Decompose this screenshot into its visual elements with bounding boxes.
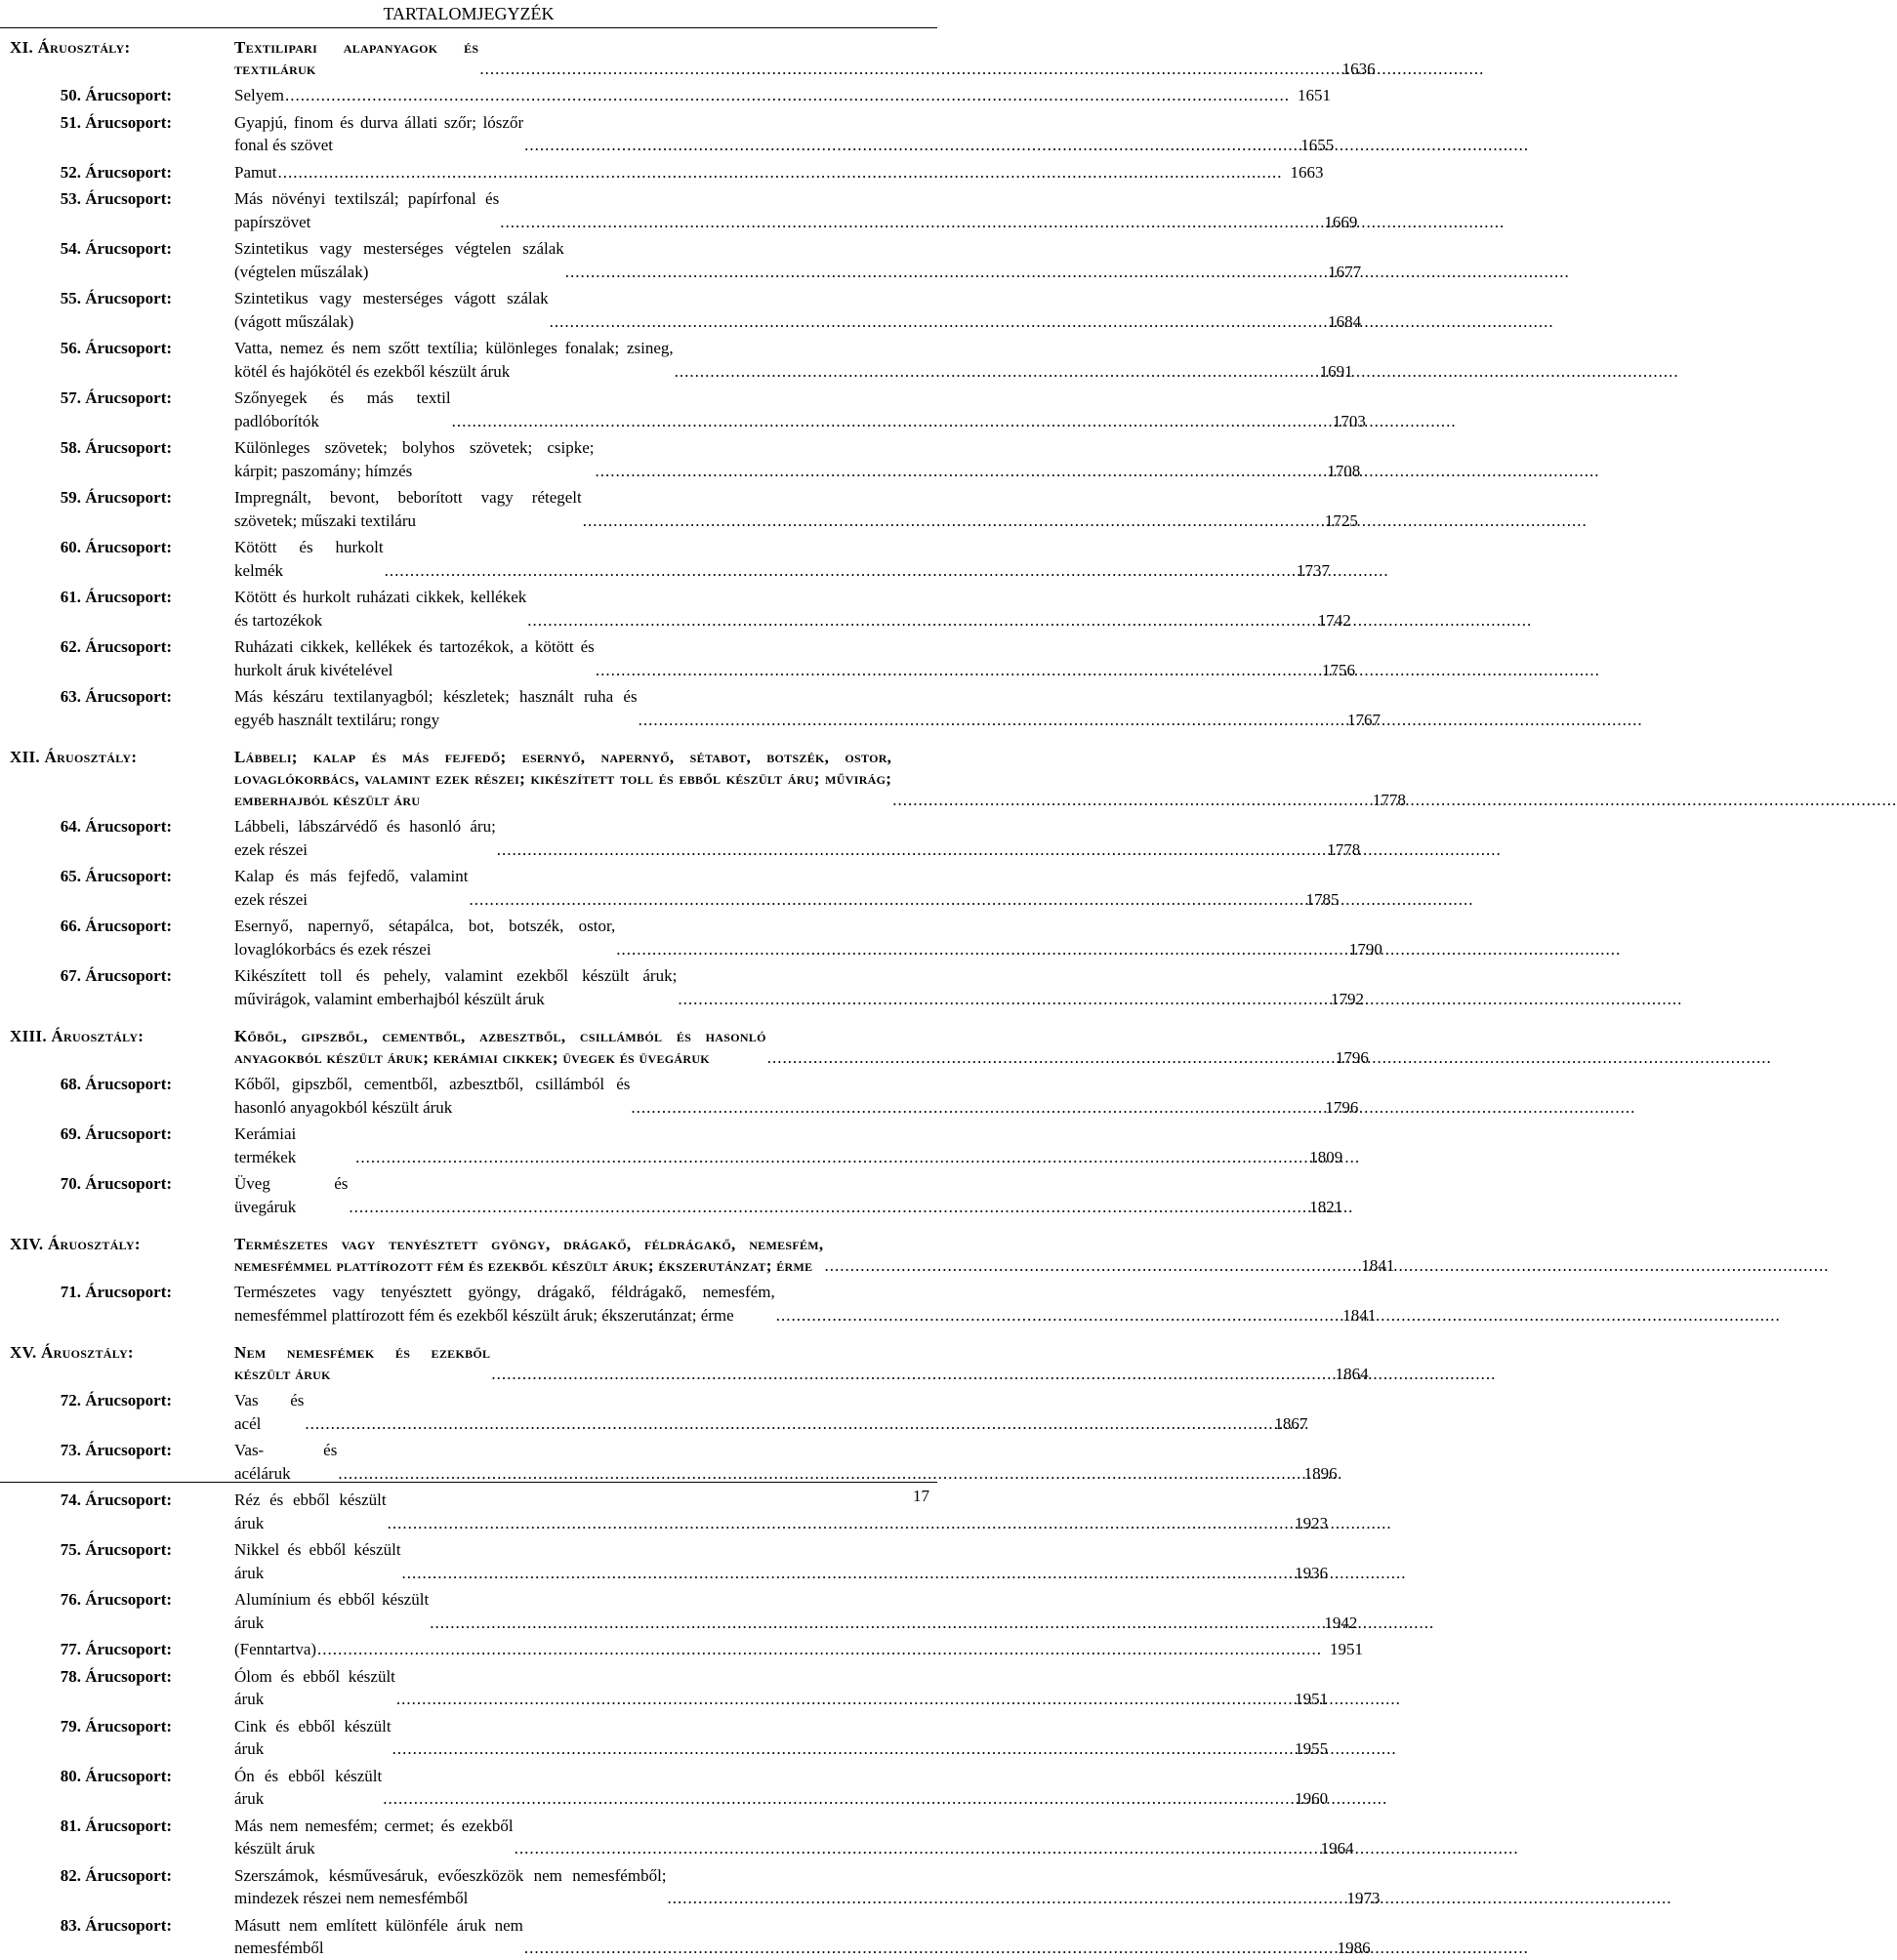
label-text: Árucsoport: (85, 1174, 173, 1193)
page-ref: 1841 (1361, 1256, 1395, 1275)
entry-title: Kikészített toll és pehely, valamint ezekből készült áruk; művirágok, valamint emberhajból készült áruk (234, 966, 678, 1008)
group-label (10, 1588, 234, 1612)
toc-group-entry[interactable] (10, 1489, 1329, 1534)
page-ref: 1684 (1328, 311, 1362, 331)
group-label (10, 1538, 234, 1562)
page-ref: 1655 (1300, 136, 1335, 154)
page-title: TARTALOMJEGYZÉK (0, 3, 937, 28)
group-label (10, 1914, 234, 1938)
label-text: XI. Áruosztály: (10, 38, 131, 57)
label-text: Árucsoport: (85, 1865, 173, 1885)
group-number: 61. (60, 588, 81, 606)
toc-class-entry[interactable] (10, 1342, 1369, 1385)
group-number: 82. (60, 1865, 81, 1885)
page-ref: 1756 (1322, 660, 1355, 679)
page-ref: 1663 (1290, 162, 1324, 182)
toc-group-entry[interactable] (10, 237, 1362, 283)
label-text: Árucsoport: (85, 289, 173, 307)
label-text: Árucsoport: (85, 1540, 173, 1559)
toc-group-entry[interactable] (10, 635, 1355, 681)
page-ref: 1923 (1295, 1513, 1329, 1532)
page-ref: 1725 (1324, 510, 1358, 530)
dot-leader (616, 938, 1341, 961)
dot-leader (392, 1737, 1288, 1761)
entry-title: Vatta, nemez és nem szőtt textília; különleges fonalak; zsineg, kötél és hajókötél és ezekből készült áruk (234, 339, 674, 381)
entry-title: Vas és acél (234, 1391, 305, 1433)
label-text: Árucsoport: (85, 687, 173, 706)
label-text: Árucsoport: (85, 1766, 173, 1785)
group-label (10, 1172, 234, 1196)
toc-group-entry[interactable] (10, 1638, 1364, 1661)
label-text: XIV. Áruosztály: (10, 1235, 141, 1253)
dot-leader (550, 310, 1321, 334)
entry-title: Különleges szövetek; bolyhos szövetek; csipke; kárpit; paszomány; hímzés (234, 438, 595, 480)
entry-title: Nikkel és ebből készült áruk (234, 1540, 401, 1582)
page-ref: 1703 (1332, 411, 1366, 430)
entry-title: Kerámiai termékek (234, 1124, 297, 1166)
group-number: 76. (60, 1590, 81, 1609)
page-ref: 1964 (1320, 1839, 1354, 1858)
group-label (10, 111, 234, 135)
page-ref: 1785 (1305, 889, 1340, 909)
dot-leader (527, 609, 1309, 633)
toc-group-entry[interactable] (10, 1172, 1343, 1218)
dot-leader (385, 559, 1289, 583)
group-number: 56. (60, 339, 81, 357)
label-text: Árucsoport: (85, 1915, 173, 1935)
dot-leader (524, 1937, 1330, 1960)
dot-leader (668, 1887, 1340, 1910)
group-number: 77. (60, 1640, 81, 1658)
label-text: Árucsoport: (85, 1075, 173, 1093)
label-text: Árucsoport: (85, 917, 173, 935)
group-label (10, 1765, 234, 1788)
label-text: Árucsoport: (85, 867, 173, 885)
toc-group-entry[interactable] (10, 1588, 1358, 1634)
dot-leader (305, 1412, 1266, 1436)
label-text: Árucsoport: (85, 86, 173, 104)
entry-title: Üveg és üvegáruk (234, 1174, 349, 1216)
group-number: 81. (60, 1816, 81, 1835)
dot-leader (470, 888, 1299, 912)
group-label (10, 1389, 234, 1412)
page-ref: 1973 (1346, 1889, 1381, 1907)
label-text: Árucsoport: (85, 339, 173, 357)
entry-title: Másutt nem említett különféle áruk nem nemesfémből (234, 1915, 523, 1957)
entry-title: Ón és ebből készült áruk (234, 1766, 383, 1808)
toc-group-entry[interactable] (10, 84, 1331, 107)
toc-group-entry[interactable] (10, 1281, 1377, 1327)
group-number: 51. (60, 112, 81, 132)
entry-title: Más készáru textilanyagból; készletek; használt ruha és egyéb használt textiláru; rongy (234, 687, 638, 729)
page-ref: 1951 (1330, 1640, 1364, 1658)
group-label (10, 1864, 234, 1888)
entry-title: Lábbeli; kalap és más fejfedő; esernyő, napernyő, sétabot, botszék, ostor, lovaglókorbács, valamint ezek részei; kikészített toll és ebből készült áru; művirág; emberhajból készült áru (234, 748, 892, 809)
page-ref: 1821 (1309, 1197, 1343, 1216)
page-ref: 1951 (1295, 1690, 1329, 1708)
dot-leader (491, 1364, 1327, 1385)
page-ref: 1796 (1335, 1048, 1369, 1067)
group-label (10, 287, 234, 310)
label-text: XV. Áruosztály: (10, 1343, 134, 1362)
page-ref: 1636 (1341, 60, 1376, 78)
entry-title: Impregnált, bevont, beborított vagy rétegelt szövetek; műszaki textiláru (234, 488, 582, 530)
group-number: 54. (60, 239, 81, 258)
dot-leader (500, 211, 1316, 234)
toc-group-entry[interactable] (10, 436, 1361, 482)
group-label (10, 1489, 234, 1512)
toc-group-entry[interactable] (10, 1439, 1338, 1485)
toc-group-entry[interactable] (10, 387, 1366, 432)
entry-title: Cink és ebből készült áruk (234, 1716, 392, 1758)
entry-title: Kalap és más fejfedő, valamint ezek részei (234, 867, 469, 909)
group-number: 59. (60, 488, 81, 507)
page-ref: 1790 (1348, 939, 1382, 959)
group-label (10, 486, 234, 510)
group-label (10, 1665, 234, 1689)
toc-group-entry[interactable] (10, 187, 1358, 233)
entry-title: Más növényi textilszál; papírfonal és papírszövet (234, 189, 500, 231)
table-of-contents (10, 37, 1406, 1960)
dot-leader (383, 1787, 1287, 1811)
entry-title: Természetes vagy tenyésztett gyöngy, drágakő, féldrágakő, nemesfém, nemesfémmel plattírozott fém és ezekből készült áruk; ékszerutánzat; érme (234, 1235, 824, 1275)
dot-leader (355, 1146, 1301, 1169)
group-number: 80. (60, 1766, 81, 1785)
entry-title: Nem nemesfémek és ezekből készült áruk (234, 1343, 491, 1383)
toc-group-entry[interactable] (10, 536, 1331, 582)
group-label (10, 865, 234, 888)
label-text: Árucsoport: (85, 1391, 173, 1409)
entry-title: Kőből, gipszből, cementből, azbesztből, csillámból és hasonló anyagokból készült áruk (234, 1075, 631, 1117)
dot-leader (388, 1512, 1288, 1535)
toc-group-entry[interactable] (10, 111, 1335, 157)
group-number: 70. (60, 1174, 81, 1193)
entry-title: Réz és ebből készült áruk (234, 1490, 387, 1532)
group-label (10, 1638, 234, 1661)
dot-leader (349, 1196, 1301, 1219)
toc-class-entry[interactable] (10, 37, 1376, 80)
label-text: XII. Áruosztály: (10, 748, 138, 766)
entry-title: Más nem nemesfém; cermet; és ezekből készült áruk (234, 1816, 514, 1858)
group-number: 74. (60, 1490, 81, 1509)
page-ref: 1841 (1342, 1305, 1377, 1325)
entry-title: Kőből, gipszből, cementből, azbesztből, csillámból és hasonló anyagokból készült áruk; kerámiai cikkek; üvegek és üvegáruk (234, 1027, 766, 1067)
page-ref: 1936 (1295, 1563, 1329, 1582)
label-text: Árucsoport: (85, 239, 173, 258)
dot-leader (277, 161, 1282, 184)
group-label (10, 1715, 234, 1738)
group-label (10, 1281, 234, 1304)
toc-group-entry[interactable] (10, 586, 1351, 632)
label-text: Árucsoport: (85, 112, 173, 132)
dot-leader (317, 1638, 1322, 1661)
toc-group-entry[interactable] (10, 1389, 1308, 1435)
group-label (10, 1073, 234, 1096)
dot-leader (396, 1688, 1287, 1711)
label-text: Árucsoport: (85, 488, 173, 507)
dot-leader (565, 261, 1320, 284)
group-number: 63. (60, 687, 81, 706)
toc-group-entry[interactable] (10, 486, 1358, 532)
entry-title: Selyem (234, 86, 284, 104)
label-text: Árucsoport: (85, 1640, 173, 1658)
entry-title: Textilipari alapanyagok és textiláruk (234, 38, 479, 78)
page-ref: 1896 (1303, 1463, 1338, 1483)
label-text: Árucsoport: (85, 1666, 173, 1686)
dot-leader (596, 460, 1320, 483)
entry-title: Gyapjú, finom és durva állati szőr; lószőr fonal és szövet (234, 112, 524, 154)
label-text: Árucsoport: (85, 637, 173, 656)
toc-group-entry[interactable] (10, 1715, 1329, 1761)
group-number: 66. (60, 917, 81, 935)
toc-group-entry[interactable] (10, 1538, 1329, 1584)
entry-title: Lábbeli, lábszárvédő és hasonló áru; ezek részei (234, 817, 496, 859)
toc-group-entry[interactable] (10, 1864, 1381, 1910)
label-text: Árucsoport: (85, 189, 173, 208)
page-ref: 1651 (1298, 86, 1331, 104)
group-label (10, 237, 234, 261)
page-ref: 1955 (1295, 1739, 1329, 1758)
label-text: Árucsoport: (85, 538, 173, 556)
dot-leader (515, 1837, 1313, 1860)
entry-title: Esernyő, napernyő, sétapálca, bot, botszék, ostor, lovaglókorbács és ezek részei (234, 917, 616, 959)
entry-title: Szerszámok, késművesáruk, evőeszközök nem nemesfémből; mindezek részei nem nemesfémből (234, 1865, 667, 1907)
toc-group-entry[interactable] (10, 915, 1382, 960)
label-text: Árucsoport: (85, 1490, 173, 1509)
toc-group-entry[interactable] (10, 815, 1361, 861)
entry-title: Ólom és ebből készült áruk (234, 1666, 395, 1708)
toc-group-entry[interactable] (10, 964, 1364, 1010)
label-text: Árucsoport: (85, 1716, 173, 1735)
group-number: 52. (60, 162, 81, 182)
page-ref: 1691 (1319, 361, 1353, 381)
class-label (10, 1342, 234, 1364)
toc-group-entry[interactable] (10, 1073, 1359, 1119)
group-number: 68. (60, 1075, 81, 1093)
group-number: 78. (60, 1666, 81, 1686)
group-number: 67. (60, 966, 81, 985)
group-label (10, 815, 234, 838)
toc-group-entry[interactable] (10, 685, 1381, 731)
page-ref: 1778 (1327, 839, 1361, 859)
page-ref: 1960 (1295, 1789, 1329, 1808)
dot-leader (776, 1304, 1336, 1327)
dot-leader (285, 84, 1290, 107)
group-number: 64. (60, 817, 81, 836)
label-text: Árucsoport: (85, 588, 173, 606)
entry-title: Pamut (234, 162, 277, 182)
entry-title: Ruházati cikkek, kellékek és tartozékok, a kötött és hurkolt áruk kivételével (234, 637, 595, 679)
group-number: 75. (60, 1540, 81, 1559)
dot-leader (825, 1255, 1354, 1277)
class-label (10, 747, 234, 768)
class-label (10, 1234, 234, 1255)
dot-leader (892, 790, 1365, 811)
entry-title: Szintetikus vagy mesterséges végtelen szálak (végtelen műszálak) (234, 239, 564, 281)
group-label (10, 436, 234, 460)
group-label (10, 1123, 234, 1146)
entry-title: Szőnyegek és más textil padlóborítók (234, 388, 451, 430)
dot-leader (402, 1562, 1288, 1585)
toc-group-entry[interactable] (10, 161, 1324, 184)
toc-group-entry[interactable] (10, 865, 1340, 911)
toc-group-entry[interactable] (10, 337, 1353, 383)
page-ref: 1942 (1324, 1613, 1358, 1632)
page-ref: 1809 (1309, 1147, 1343, 1166)
label-text: Árucsoport: (85, 438, 173, 457)
group-number: 69. (60, 1124, 81, 1143)
group-number: 57. (60, 388, 81, 407)
label-text: Árucsoport: (85, 1283, 173, 1301)
group-label (10, 586, 234, 609)
dot-leader (596, 659, 1314, 682)
page-ref: 1677 (1328, 262, 1362, 281)
entry-title: Kötött és hurkolt ruházati cikkek, kellékek és tartozékok (234, 588, 527, 630)
page-ref: 1986 (1337, 1939, 1371, 1957)
entry-title: Természetes vagy tenyésztett gyöngy, drágakő, féldrágakő, nemesfém, nemesfémmel plattírozott fém és ezekből készült áruk; ékszerutánzat; érme (234, 1283, 775, 1325)
group-label (10, 337, 234, 360)
group-number: 53. (60, 189, 81, 208)
dot-leader (678, 988, 1323, 1011)
toc-group-entry[interactable] (10, 1665, 1329, 1711)
group-label (10, 187, 234, 211)
group-number: 83. (60, 1915, 81, 1935)
page-ref: 1708 (1327, 461, 1361, 480)
group-number: 50. (60, 86, 81, 104)
group-label (10, 1439, 234, 1462)
dot-leader (497, 838, 1319, 862)
group-number: 55. (60, 289, 81, 307)
group-label (10, 387, 234, 410)
group-label (10, 161, 234, 184)
page-ref: 1792 (1330, 989, 1364, 1008)
label-text: Árucsoport: (85, 1590, 173, 1609)
toc-group-entry[interactable] (10, 1815, 1354, 1860)
label-text: Árucsoport: (85, 1816, 173, 1835)
group-number: 72. (60, 1391, 81, 1409)
toc-group-entry[interactable] (10, 1765, 1329, 1811)
toc-class-entry[interactable] (10, 1026, 1369, 1069)
group-number: 62. (60, 637, 81, 656)
toc-group-entry[interactable] (10, 287, 1362, 333)
page-ref: 1767 (1346, 710, 1381, 729)
entry-title: Kötött és hurkolt kelmék (234, 538, 384, 580)
label-text: Árucsoport: (85, 1441, 173, 1459)
page-ref: 1737 (1297, 560, 1331, 580)
group-label (10, 915, 234, 938)
page-ref: 1796 (1325, 1097, 1359, 1117)
group-number: 58. (60, 438, 81, 457)
dot-leader (583, 510, 1317, 533)
group-label (10, 536, 234, 559)
label-text: XIII. Áruosztály: (10, 1027, 144, 1045)
page-number: 17 (913, 1487, 929, 1505)
entry-title: (Fenntartva) (234, 1640, 317, 1658)
group-label (10, 964, 234, 988)
group-number: 65. (60, 867, 81, 885)
dot-leader (452, 410, 1325, 433)
page-ref: 1864 (1335, 1365, 1369, 1383)
label-text: Árucsoport: (85, 162, 173, 182)
page-ref: 1867 (1274, 1413, 1308, 1433)
group-number: 73. (60, 1441, 81, 1459)
group-number: 79. (60, 1716, 81, 1735)
toc-group-entry[interactable] (10, 1914, 1371, 1960)
class-label (10, 37, 234, 59)
group-number: 60. (60, 538, 81, 556)
group-label (10, 685, 234, 709)
footer-divider (0, 1482, 937, 1483)
class-label (10, 1026, 234, 1047)
entry-title: Vas- és acéláruk (234, 1441, 338, 1483)
label-text: Árucsoport: (85, 966, 173, 985)
dot-leader (524, 134, 1293, 157)
dot-leader (479, 59, 1334, 80)
entry-title: Alumínium és ebből készült áruk (234, 1590, 430, 1632)
toc-class-entry[interactable] (10, 1234, 1395, 1277)
toc-group-entry[interactable] (10, 1123, 1343, 1168)
dot-leader (430, 1612, 1316, 1635)
group-label (10, 84, 234, 107)
label-text: Árucsoport: (85, 1124, 173, 1143)
dot-leader (767, 1047, 1328, 1069)
entry-title: Szintetikus vagy mesterséges vágott szálak (vágott műszálak) (234, 289, 549, 331)
page-ref: 1669 (1324, 212, 1358, 231)
group-label (10, 1815, 234, 1838)
toc-class-entry[interactable] (10, 747, 1406, 811)
page-ref: 1778 (1372, 791, 1406, 809)
group-number: 71. (60, 1283, 81, 1301)
dot-leader (639, 709, 1340, 732)
label-text: Árucsoport: (85, 817, 173, 836)
page-ref: 1742 (1317, 610, 1351, 630)
dot-leader (675, 360, 1312, 384)
label-text: Árucsoport: (85, 388, 173, 407)
group-label (10, 635, 234, 659)
dot-leader (631, 1096, 1317, 1120)
